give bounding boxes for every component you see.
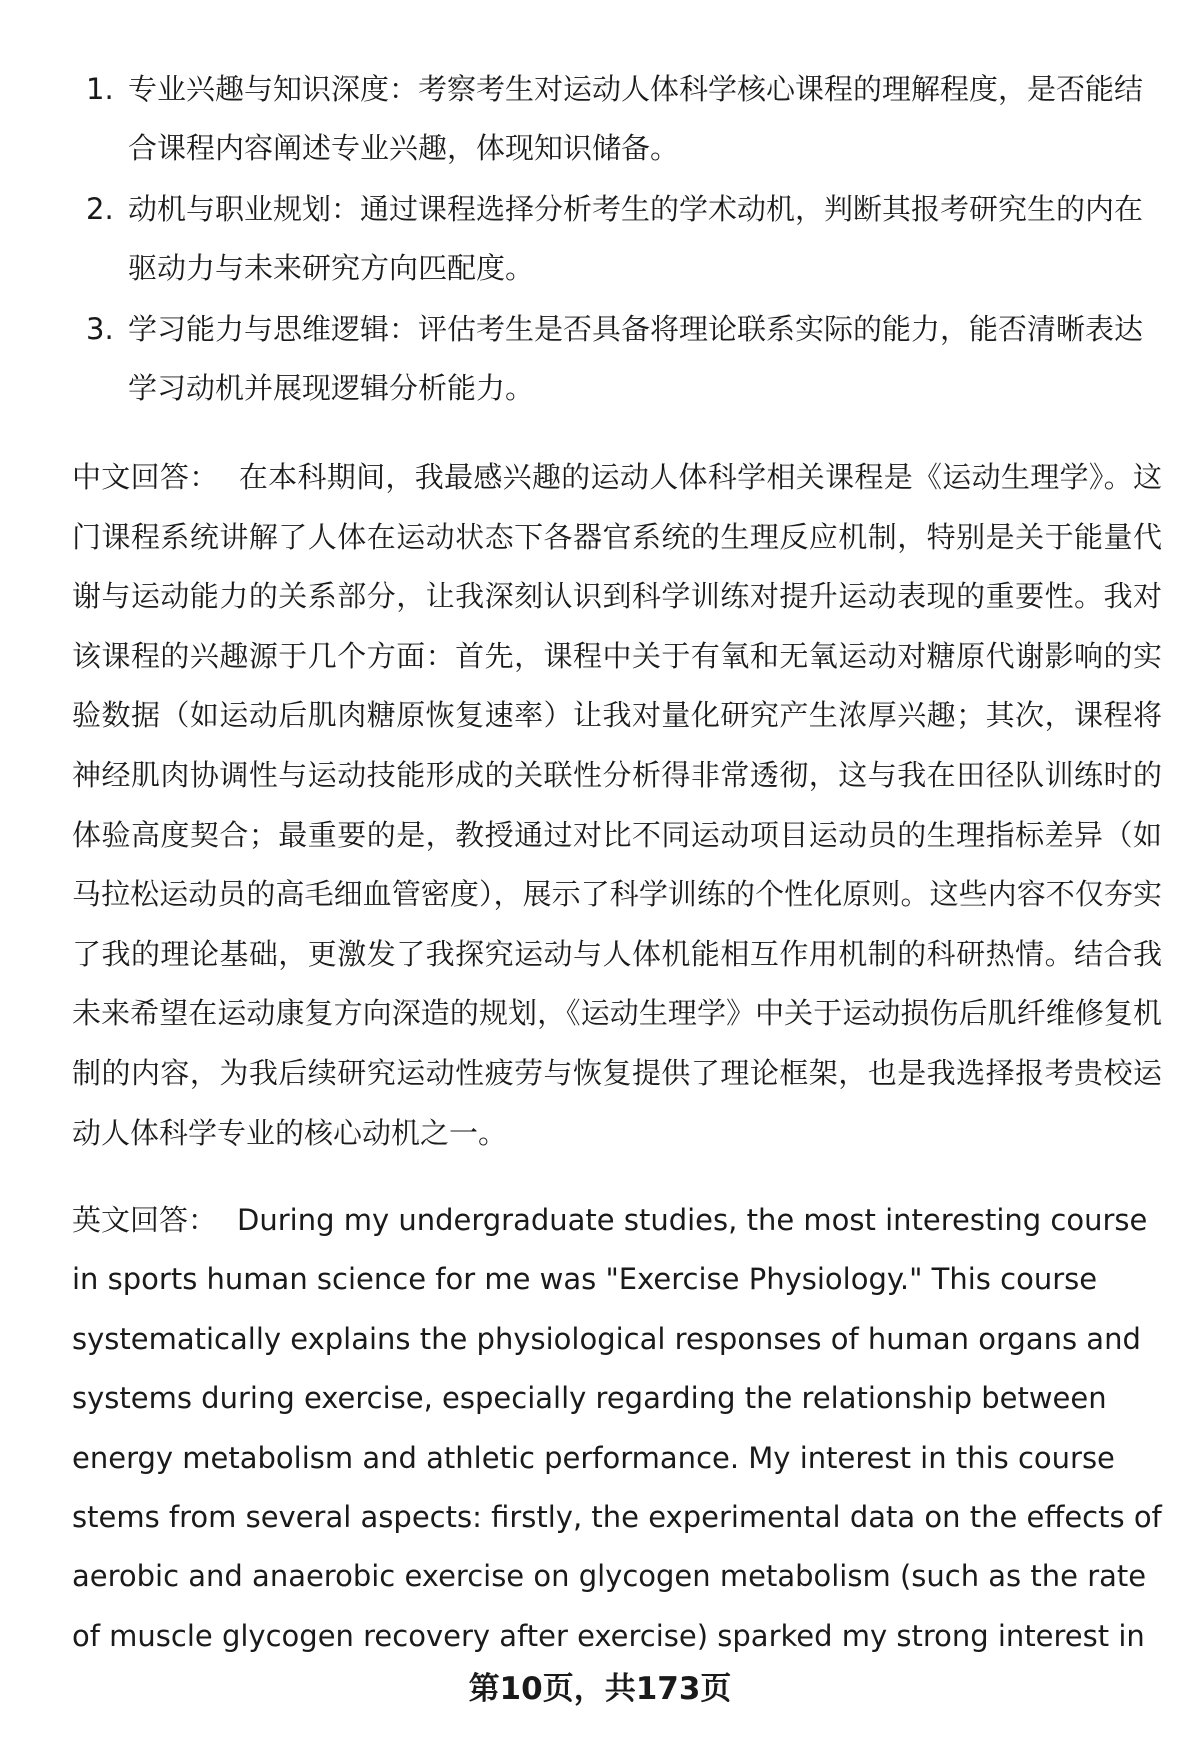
criteria-item xyxy=(72,300,1152,418)
chinese-answer-paragraph xyxy=(72,448,1162,1163)
page-footer xyxy=(0,1669,1200,1709)
chinese-answer-label: 中文回答： xyxy=(72,460,219,494)
criteria-item xyxy=(72,60,1152,178)
criteria-text: 动机与职业规划：通过课程选择分析考生的学术动机，判断其报考研究生的内在驱动力与未来研究方向匹配度。 xyxy=(128,192,1144,285)
english-answer-paragraph xyxy=(72,1191,1162,1666)
criteria-text: 专业兴趣与知识深度：考察考生对运动人体科学核心课程的理解程度，是否能结合课程内容阐述专业兴趣，体现知识储备。 xyxy=(128,72,1144,165)
criteria-number: 1. xyxy=(86,72,114,106)
criteria-number: 3. xyxy=(86,312,114,346)
english-answer-text: During my undergraduate studies, the most interesting course in sports human science for me was "Exercise Physiology." This course systematically explains the physiological responses of human organs and systems during exercise, especially regarding the relationship between energy metabolism and athletic performance. My interest in this course stems from several aspects: firstly, the experimental data on the effects of aerobic and anaerobic exercise on glycogen metabolism (such as the rate of muscle glycogen recovery after exercise) sparked my strong interest in xyxy=(72,1203,1162,1653)
criteria-text: 学习能力与思维逻辑：评估考生是否具备将理论联系实际的能力，能否清晰表达学习动机并展现逻辑分析能力。 xyxy=(128,312,1144,405)
criteria-number: 2. xyxy=(86,192,114,226)
criteria-item xyxy=(72,180,1152,298)
evaluation-criteria-list xyxy=(72,60,1152,420)
chinese-answer-text: 在本科期间，我最感兴趣的运动人体科学相关课程是《运动生理学》。这门课程系统讲解了人体在运动状态下各器官系统的生理反应机制，特别是关于能量代谢与运动能力的关系部分，让我深刻认识到科学训练对提升运动表现的重要性。我对该课程的兴趣源于几个方面：首先，课程中关于有氧和无氧运动对糖原代谢影响的实验数据（如运动后肌肉糖原恢复速率）让我对量化研究产生浓厚兴趣；其次，课程将神经肌肉协调性与运动技能形成的关联性分析得非常透彻，这与我在田径队训练时的体验高度契合；最重要的是，教授通过对比不同运动项目运动员的生理指标差异（如马拉松运动员的高毛细血管密度），展示了科学训练的个性化原则。这些内容不仅夯实了我的理论基础，更激发了我探究运动与人体机能相互作用机制的科研热情。结合我未来希望在运动康复方向深造的规划，《运动生理学》中关于运动损伤后肌纤维修复机制的内容，为我后续研究运动性疲劳与恢复提供了理论框架，也是我选择报考贵校运动人体科学专业的核心动机之一。 xyxy=(72,460,1162,1150)
english-answer-label: 英文回答： xyxy=(72,1203,218,1237)
page-indicator: 第10页，共173页 xyxy=(468,1671,732,1707)
